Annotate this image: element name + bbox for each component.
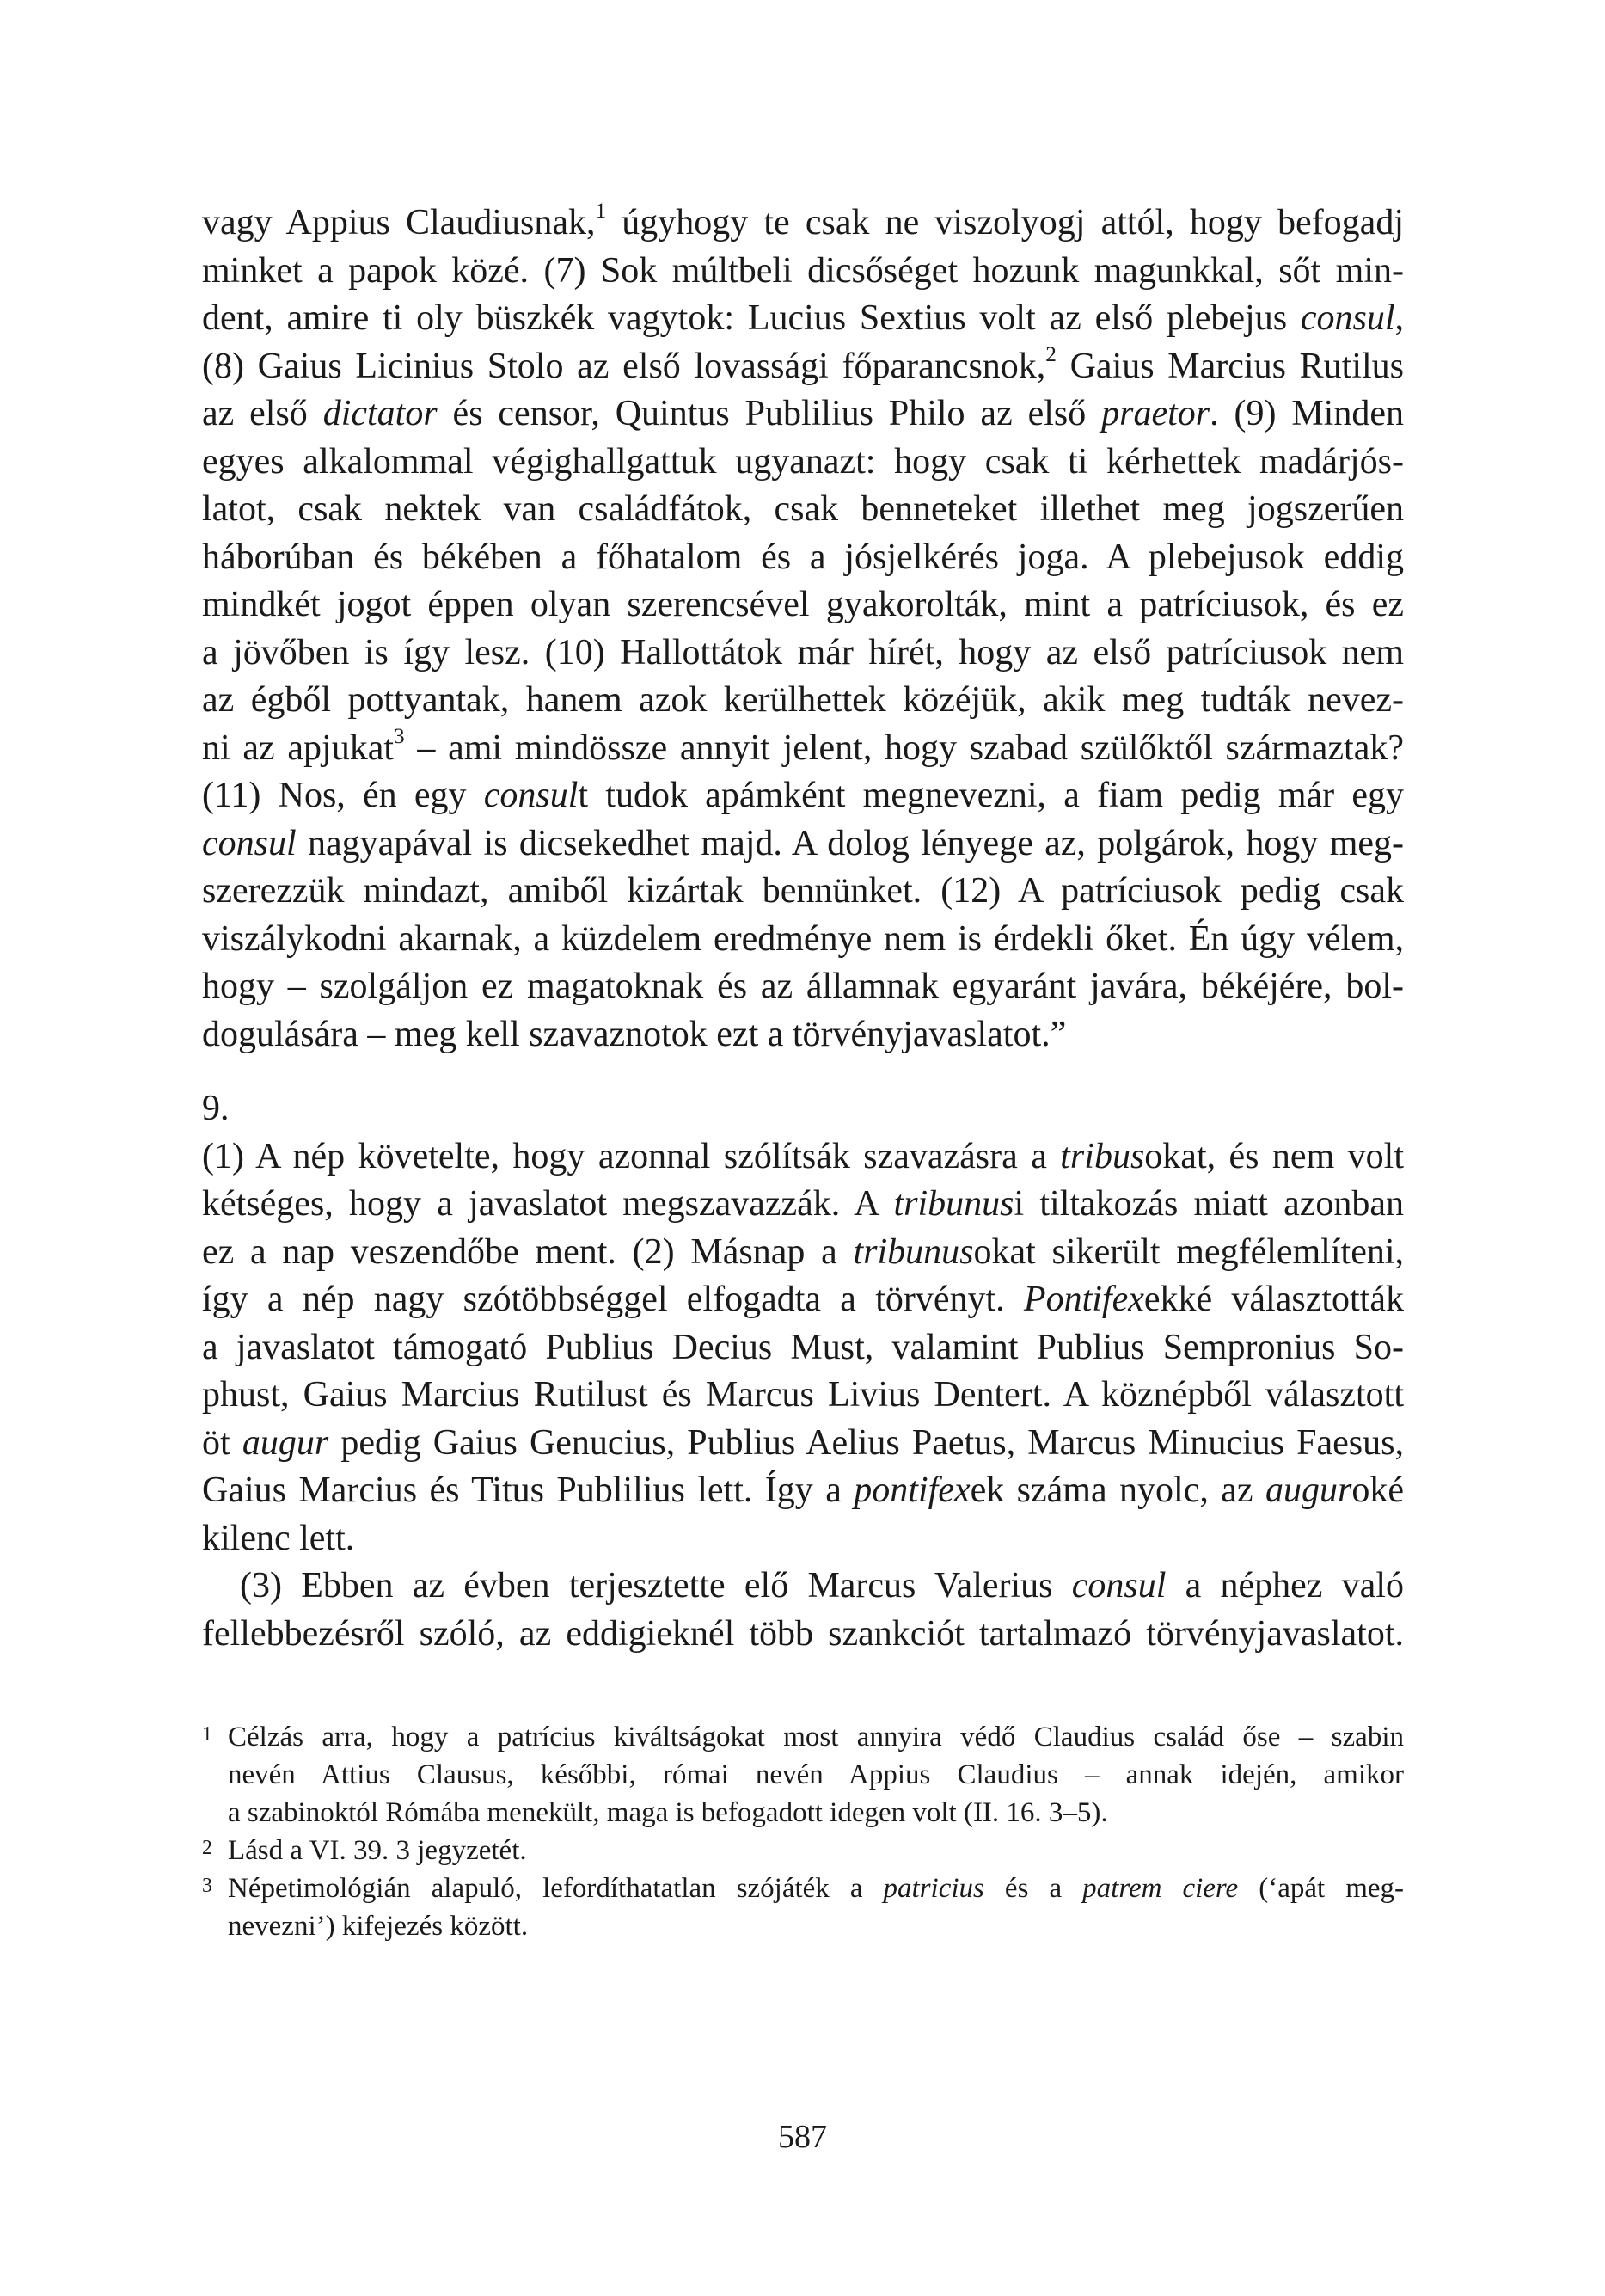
footnote-number: 2 xyxy=(202,1837,212,1859)
footnote-number: 1 xyxy=(202,1723,212,1746)
text-run: mindkét jogot éppen olyan szerencsével gyakorolták, mint a patríciusok, és ez xyxy=(202,585,1404,624)
text-run: okat sikerült megfélemlíteni, xyxy=(973,1231,1405,1272)
footnote-ref: 2 xyxy=(1045,342,1057,366)
text-line xyxy=(202,1562,1404,1611)
footnote xyxy=(202,1869,1404,1945)
footnote-text xyxy=(228,1869,1404,1945)
text-run: Gaius Marcius és Titus Publilius lett. Így a xyxy=(202,1470,855,1510)
text-run: hogy – szolgáljon ez magatoknak és az államnak egyaránt javára, békéjére, bol- xyxy=(202,967,1404,1006)
text-run: az égből pottyantak, hanem azok kerülhettek közéjük, akik meg tudták nevez- xyxy=(202,680,1404,720)
text-run: egyes alkalommal végighallgattuk ugyanazt: hogy csak ti kérhettek madárjós- xyxy=(202,441,1404,482)
text-run: (11) Nos, én egy xyxy=(202,776,484,815)
main-text xyxy=(202,200,1404,1059)
text-run: dogulására – meg kell szavaznotok ezt a törvényjavaslatot.” xyxy=(202,1014,1067,1054)
text-line xyxy=(202,1276,1404,1324)
text-run: fellebbezésről szóló, az eddigieknél több szankciót tartalmazó törvényjavaslatot. xyxy=(202,1613,1404,1654)
italic-term: consul xyxy=(1300,298,1395,338)
text-line xyxy=(202,1229,1404,1277)
text-line xyxy=(202,390,1404,439)
italic-term: consul xyxy=(483,776,579,815)
text-run: kétséges, hogy a javaslatot megszavazzák. A xyxy=(202,1184,894,1224)
text-run: Lásd a VI. 39. 3 jegyzetét. xyxy=(228,1835,527,1866)
text-run: (3) Ebben az évben terjesztette elő Marcus Valerius xyxy=(240,1566,1072,1605)
text-line xyxy=(202,343,1404,391)
text-line xyxy=(202,772,1404,820)
text-line xyxy=(202,1420,1404,1468)
text-line xyxy=(228,1832,1404,1869)
text-run: ekké választották xyxy=(1143,1280,1404,1319)
text-run: a néphez való xyxy=(1166,1566,1404,1605)
text-line xyxy=(202,963,1404,1011)
text-line xyxy=(228,1756,1404,1794)
text-run: és censor, Quintus Publilius Philo az első xyxy=(437,394,1102,433)
text-run: szerezzük mindazt, amiből kizártak bennünket. (12) A patríciusok pedig csak xyxy=(202,871,1404,911)
italic-term: consul xyxy=(202,823,297,863)
text-line xyxy=(202,581,1404,629)
italic-term: tribus xyxy=(1060,1136,1145,1176)
italic-term: Pontifex xyxy=(1023,1280,1144,1319)
text-run: ek száma nyolc, az xyxy=(970,1470,1265,1510)
text-line xyxy=(202,486,1404,534)
text-run: vagy Appius Claudiusnak, xyxy=(202,203,596,242)
text-line xyxy=(228,1869,1404,1907)
text-line xyxy=(202,820,1404,869)
italic-term: patricius xyxy=(883,1873,984,1904)
text-line xyxy=(202,868,1404,916)
text-line xyxy=(202,725,1404,773)
text-run: viszálykodni akarnak, a küzdelem eredménye nem is érdekli őket. Én úgy vélem, xyxy=(202,918,1404,959)
text-run: phust, Gaius Marcius Rutilust és Marcus Livius Dentert. A köznépből választott xyxy=(202,1375,1404,1415)
text-run: Célzás arra, hogy a patrícius kiváltságokat most annyira védő Claudius család őse – szabin xyxy=(228,1722,1404,1753)
footnote xyxy=(202,1832,1404,1869)
text-run: nagyapával is dicsekedhet majd. A dolog lényege az, polgárok, hogy meg- xyxy=(296,823,1404,863)
text-run: a javaslatot támogató Publius Decius Must, valamint Publius Sempronius So- xyxy=(202,1327,1404,1367)
text-run: t tudok apámként megnevezni, a fiam pedig már egy xyxy=(578,776,1404,815)
italic-term: tribunus xyxy=(853,1231,974,1272)
text-run: (8) Gaius Licinius Stolo az első lovassági főparancsnok, xyxy=(202,346,1046,386)
text-run: (1) A nép követelte, hogy azonnal szólítsák szavazásra a xyxy=(202,1136,1061,1176)
text-line xyxy=(228,1794,1404,1832)
text-line xyxy=(202,1324,1404,1372)
text-run: úgyhogy te csak ne viszolyogj attól, hogy befogadj xyxy=(606,203,1404,242)
text-line xyxy=(202,1515,1404,1563)
text-run: így a nép nagy szótöbbséggel elfogadta a törvényt. xyxy=(202,1280,1024,1319)
text-run: – ami mindössze annyit jelent, hogy szabad szülőktől származtak? xyxy=(404,727,1404,768)
text-line xyxy=(202,295,1404,343)
italic-term: patrem ciere xyxy=(1082,1873,1239,1904)
text-line xyxy=(202,200,1404,248)
section-number: 9. xyxy=(202,1089,230,1128)
text-run: dent, amire ti oly büszkék vagytok: Lucius Sextius volt az első plebejus xyxy=(202,298,1301,338)
text-run: nevezni’) kifejezés között. xyxy=(228,1911,529,1942)
italic-term: pontifex xyxy=(854,1470,971,1510)
italic-term: augur xyxy=(1265,1470,1352,1510)
text-line xyxy=(202,1011,1404,1059)
text-line xyxy=(202,1372,1404,1420)
text-run: i tiltakozás miatt azonban xyxy=(1014,1184,1405,1224)
italic-term: dictator xyxy=(322,394,438,433)
italic-term: augur xyxy=(242,1422,329,1463)
text-run: minket a papok közé. (7) Sok múltbeli dicsőséget hozunk magunkkal, sőt min- xyxy=(202,250,1404,291)
text-run: az első xyxy=(202,394,323,433)
section-body xyxy=(202,1133,1404,1659)
footnote-number: 3 xyxy=(202,1875,212,1897)
text-run: ez a nap veszendőbe ment. (2) Másnap a xyxy=(202,1231,854,1272)
text-run: latot, csak nektek van családfátok, csak benneteket illethet meg jogszerűen xyxy=(202,489,1404,529)
text-line xyxy=(202,1181,1404,1229)
text-line xyxy=(202,439,1404,487)
text-line xyxy=(228,1718,1404,1756)
text-line xyxy=(228,1907,1404,1945)
text-line xyxy=(202,916,1404,964)
text-run: öt xyxy=(202,1422,242,1463)
italic-term: praetor xyxy=(1101,394,1210,433)
text-line xyxy=(202,534,1404,582)
italic-term: consul xyxy=(1071,1566,1167,1605)
text-run: nevén Attius Clausus, későbbi, római nevén Appius Claudius – annak idején, amikor xyxy=(228,1759,1404,1790)
text-run: és a xyxy=(983,1873,1083,1904)
footnote-ref: 3 xyxy=(394,724,405,748)
text-run: , xyxy=(1394,298,1404,338)
text-run: kilenc lett. xyxy=(202,1518,355,1558)
text-run: (‘apát meg- xyxy=(1238,1873,1405,1904)
section-9 xyxy=(202,1085,1404,1658)
text-run: . (9) Minden xyxy=(1210,394,1404,433)
text-line xyxy=(202,1133,1404,1182)
text-run: ni az apjukat xyxy=(202,727,395,768)
text-run: pedig Gaius Genucius, Publius Aelius Paetus, Marcus Minucius Faesus, xyxy=(328,1422,1404,1463)
text-run: Népetimológián alapuló, lefordíthatatlan szójáték a xyxy=(228,1873,884,1904)
text-run: a szabinoktól Rómába menekült, maga is befogadott idegen volt (II. 16. 3–5). xyxy=(228,1797,1108,1828)
page-number: 587 xyxy=(778,2119,827,2155)
text-run: oké xyxy=(1351,1470,1404,1510)
footnotes xyxy=(202,1718,1404,1945)
text-line xyxy=(202,1611,1404,1659)
text-run: Gaius Marcius Rutilus xyxy=(1056,346,1405,386)
footnote xyxy=(202,1718,1404,1832)
footnote-ref: 1 xyxy=(595,200,607,224)
text-line xyxy=(202,629,1404,678)
text-run: okat, és nem volt xyxy=(1144,1136,1405,1176)
footnote-text xyxy=(228,1832,1404,1869)
text-run: háborúban és békében a főhatalom és a jósjelkérés joga. A plebejusok eddig xyxy=(202,537,1404,577)
text-run: a jövőben is így lesz. (10) Hallottátok már hírét, hogy az első patríciusok nem xyxy=(202,632,1404,672)
text-line xyxy=(202,248,1404,296)
text-line xyxy=(202,677,1404,725)
footnote-text xyxy=(228,1718,1404,1832)
text-line xyxy=(202,1467,1404,1515)
italic-term: tribunus xyxy=(893,1184,1014,1224)
